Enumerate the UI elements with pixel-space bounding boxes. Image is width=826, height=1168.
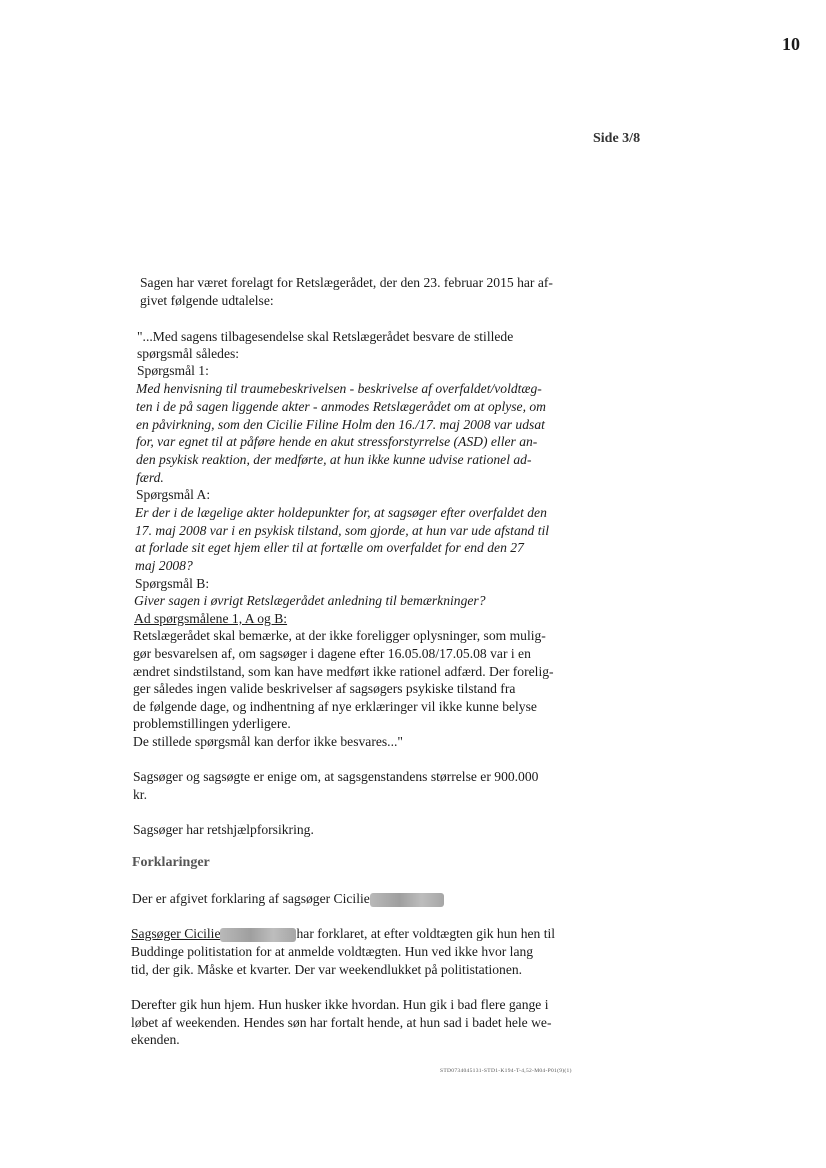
question-1-line-4: for, var egnet til at påføre hende en akut stressforstyrrelse (ASD) eller an-: [136, 434, 538, 449]
intro-line-1: Sagen har været forelagt for Retslægerådet, der den 23. februar 2015 har af-: [140, 275, 553, 290]
answer-line-5: de følgende dage, og indhentning af nye erklæringer vil ikke kunne belyse: [133, 699, 537, 714]
question-a-label: Spørgsmål A:: [136, 487, 211, 502]
question-b-label: Spørgsmål B:: [135, 576, 210, 591]
statement-subject: Sagsøger Cicilie: [131, 926, 221, 941]
redaction-block: [370, 893, 444, 907]
question-a-line-4: maj 2008?: [135, 558, 193, 573]
statement-2-line-3: ekenden.: [131, 1032, 180, 1047]
question-1-line-2: ten i de på sagen liggende akter - anmodes Retslægerådet om at oplyse, om: [136, 399, 546, 414]
answer-line-4: ger således ingen valide beskrivelser af sagsøgers psykiske tilstand fra: [133, 681, 516, 696]
question-1-line-1: Med henvisning til traumebeskrivelsen - beskrivelse af overfaldet/voldtæg-: [136, 381, 542, 396]
answer-line-6: problemstillingen yderligere.: [133, 716, 291, 731]
statement-1-line-3: tid, der gik. Måske et kvarter. Der var weekendlukket på politistationen.: [131, 962, 523, 977]
answer-line-7: De stillede spørgsmål kan derfor ikke besvares...": [133, 734, 403, 749]
statement-1-line-2: Buddinge politistation for at anmelde voldtægten. Hun ved ikke hvor lang: [131, 944, 534, 959]
question-a-line-3: at forlade sit eget hjem eller til at fortælle om overfaldet for end den 27: [135, 540, 524, 555]
answer-line-3: ændret sindstilstand, som kan have medført ikke rationel adfærd. Der forelig-: [133, 664, 554, 679]
footer-code: STD0734045131-STD1-K194-T-4,52-M04-P01(9)(1): [440, 1068, 572, 1074]
question-1-label: Spørgsmål 1:: [137, 363, 209, 378]
amount-line-2: kr.: [133, 787, 147, 802]
amount-line-1: Sagsøger og sagsøgte er enige om, at sagsgenstandens størrelse er 900.000: [133, 769, 539, 784]
quote-lead-1: "...Med sagens tilbagesendelse skal Retslægerådet besvare de stillede: [137, 329, 514, 344]
statement-2-line-1: Derefter gik hun hjem. Hun husker ikke hvordan. Hun gik i bad flere gange i: [131, 997, 549, 1012]
question-b-text: Giver sagen i øvrigt Retslægerådet anledning til bemærkninger?: [134, 593, 486, 608]
answer-line-1: Retslægerådet skal bemærke, at der ikke foreligger oplysninger, som mulig-: [133, 628, 546, 643]
redaction-block: [220, 928, 296, 942]
question-1-line-3: en påvirkning, som den Cicilie Filine Holm den 16./17. maj 2008 var udsat: [136, 417, 545, 432]
answer-line-2: gør besvarelsen af, om sagsøger i dagene efter 16.05.08/17.05.08 var i en: [133, 646, 531, 661]
page-label: Side 3/8: [593, 131, 641, 146]
statement-intro: [132, 890, 444, 908]
question-1-line-6: færd.: [136, 470, 164, 485]
statement-1-first-line: [131, 925, 555, 943]
statement-2-line-2: løbet af weekenden. Hendes søn har fortalt hende, at hun sad i badet hele we-: [131, 1015, 552, 1030]
question-a-line-2: 17. maj 2008 var i en psykisk tilstand, som gjorde, at hun var ude afstand til: [135, 523, 550, 538]
statement-1-text: har forklaret, at efter voldtægten gik hun hen til: [296, 926, 556, 941]
statement-intro-text: Der er afgivet forklaring af sagsøger Cicilie: [132, 891, 370, 906]
page-number: 10: [782, 34, 800, 54]
intro-line-2: givet følgende udtalelse:: [140, 293, 274, 308]
insurance-line: Sagsøger har retshjælpforsikring.: [133, 822, 314, 837]
quote-lead-2: spørgsmål således:: [137, 346, 240, 361]
answer-heading: Ad spørgsmålene 1, A og B:: [134, 611, 288, 626]
question-a-line-1: Er der i de lægelige akter holdepunkter for, at sagsøger efter overfaldet den: [135, 505, 547, 520]
section-heading: Forklaringer: [132, 855, 210, 870]
question-1-line-5: den psykisk reaktion, der medførte, at hun ikke kunne udvise rationel ad-: [136, 452, 532, 467]
